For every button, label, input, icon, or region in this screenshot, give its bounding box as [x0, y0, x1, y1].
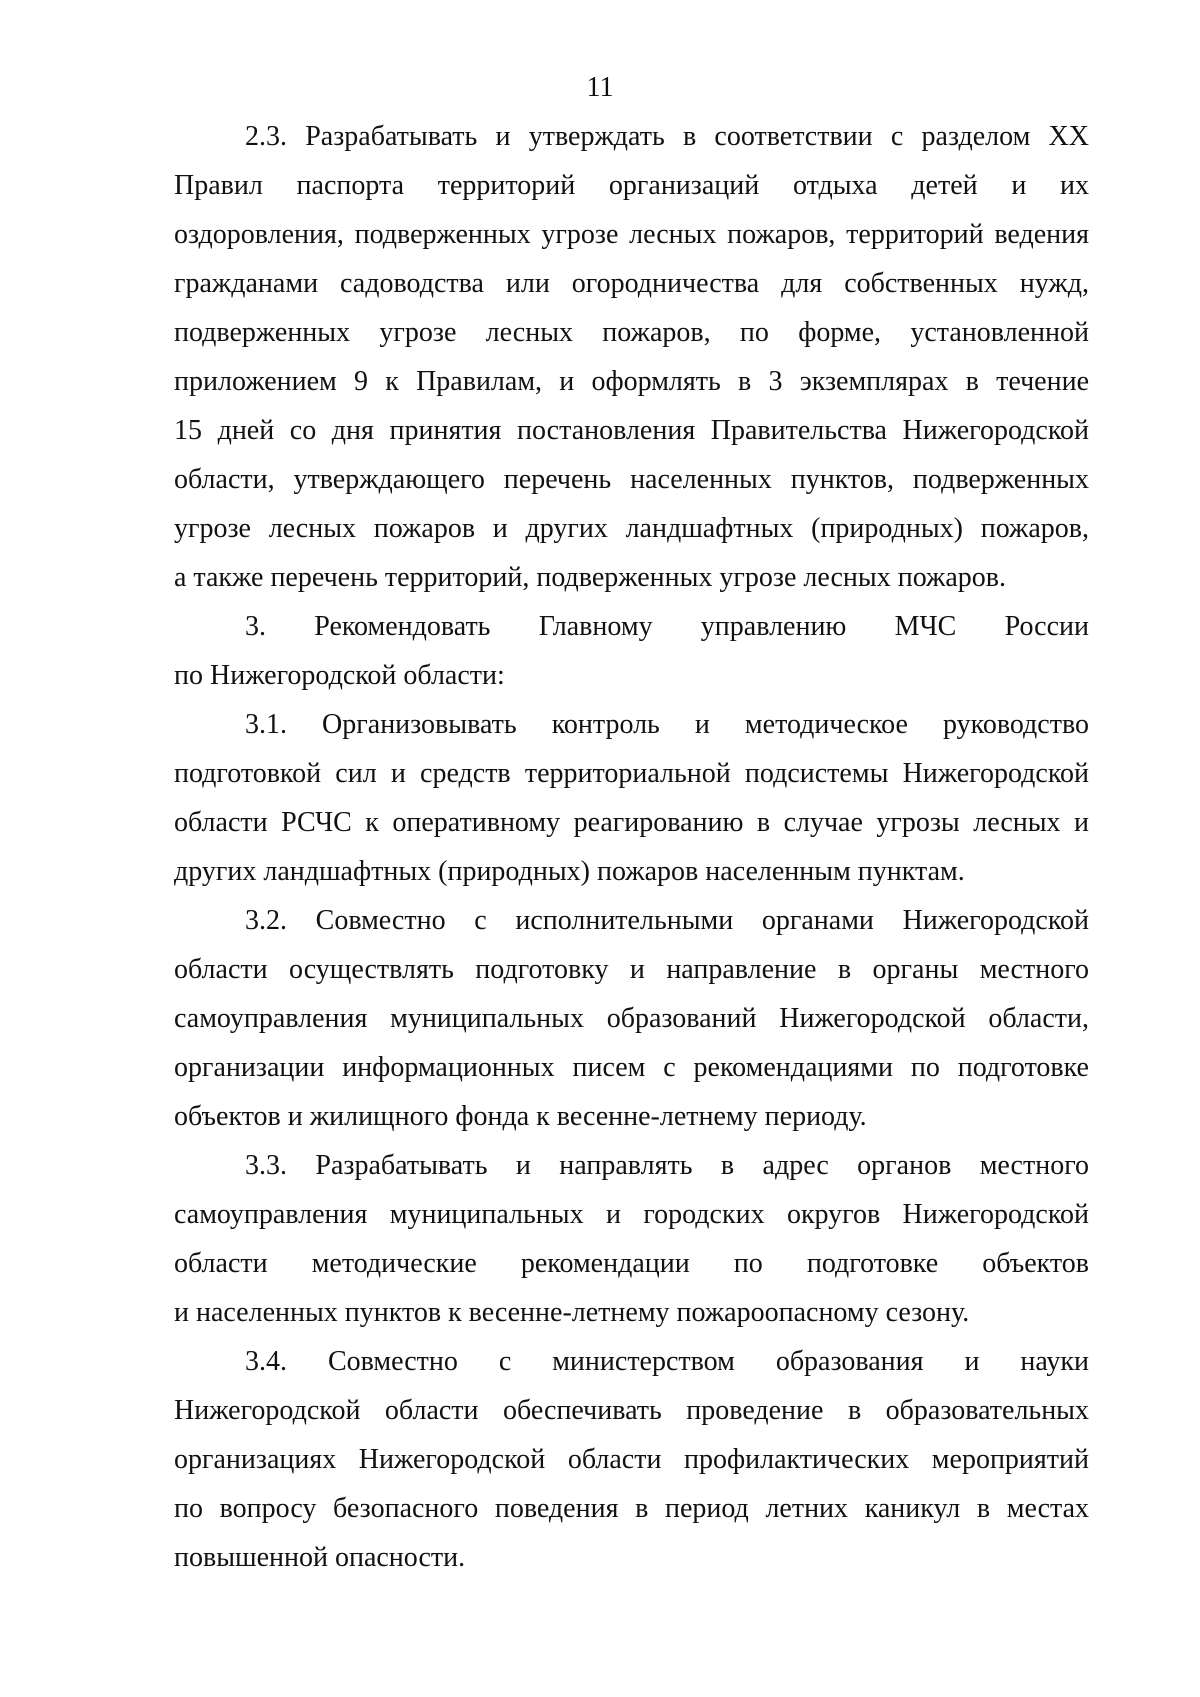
text-line: а также перечень территорий, подверженных угрозе лесных пожаров.: [174, 562, 1007, 593]
text-line: Правил паспорта территорий организаций отдыха детей и их: [174, 170, 1089, 201]
text-line: организациях Нижегородской области профилактических мероприятий: [174, 1444, 1089, 1475]
text-line: гражданами садоводства или огородничества для собственных нужд,: [174, 268, 1089, 299]
text-line: 3.1. Организовывать контроль и методическое руководство: [245, 709, 1089, 740]
text-line: 3.4. Совместно с министерством образования и науки: [245, 1346, 1089, 1377]
text-line: повышенной опасности.: [174, 1542, 466, 1573]
paragraph-3: [174, 602, 1089, 700]
paragraph-3-2: [174, 896, 1089, 1141]
paragraph-3-4: [174, 1337, 1089, 1582]
text-line: других ландшафтных (природных) пожаров населенным пунктам.: [174, 856, 965, 887]
text-line: Нижегородской области обеспечивать проведение в образовательных: [174, 1395, 1089, 1426]
text-line: 15 дней со дня принятия постановления Правительства Нижегородской: [174, 415, 1089, 446]
text-line: по Нижегородской области:: [174, 660, 505, 691]
text-line: подверженных угрозе лесных пожаров, по форме, установленной: [174, 317, 1089, 348]
text-line: по вопросу безопасного поведения в период летних каникул в местах: [174, 1493, 1089, 1524]
text-line: самоуправления муниципальных образований Нижегородской области,: [174, 1003, 1089, 1034]
text-line: оздоровления, подверженных угрозе лесных пожаров, территорий ведения: [174, 219, 1089, 250]
text-line: 3.3. Разрабатывать и направлять в адрес органов местного: [245, 1150, 1089, 1181]
text-line: организации информационных писем с рекомендациями по подготовке: [174, 1052, 1089, 1083]
paragraph-2-3: [174, 112, 1089, 602]
text-line: и населенных пунктов к весенне-летнему пожароопасному сезону.: [174, 1297, 970, 1328]
text-line: самоуправления муниципальных и городских округов Нижегородской: [174, 1199, 1089, 1230]
text-line: 3.2. Совместно с исполнительными органами Нижегородской: [245, 905, 1089, 936]
text-line: 2.3. Разрабатывать и утверждать в соответствии с разделом XX: [245, 121, 1089, 152]
page-number: 11: [586, 72, 614, 103]
text-line: приложением 9 к Правилам, и оформлять в 3 экземплярах в течение: [174, 366, 1089, 397]
text-line: объектов и жилищного фонда к весенне-летнему периоду.: [174, 1101, 867, 1132]
text-line: угрозе лесных пожаров и других ландшафтных (природных) пожаров,: [174, 513, 1089, 544]
text-line: области методические рекомендации по подготовке объектов: [174, 1248, 1089, 1279]
text-line: подготовкой сил и средств территориальной подсистемы Нижегородской: [174, 758, 1089, 789]
document-body: [174, 112, 1089, 1582]
paragraph-3-3: [174, 1141, 1089, 1337]
text-line: области РСЧС к оперативному реагированию в случае угрозы лесных и: [174, 807, 1089, 838]
text-line: 3. Рекомендовать Главному управлению МЧС России: [245, 611, 1089, 642]
text-line: области осуществлять подготовку и направление в органы местного: [174, 954, 1089, 985]
text-line: области, утверждающего перечень населенных пунктов, подверженных: [174, 464, 1089, 495]
paragraph-3-1: [174, 700, 1089, 896]
